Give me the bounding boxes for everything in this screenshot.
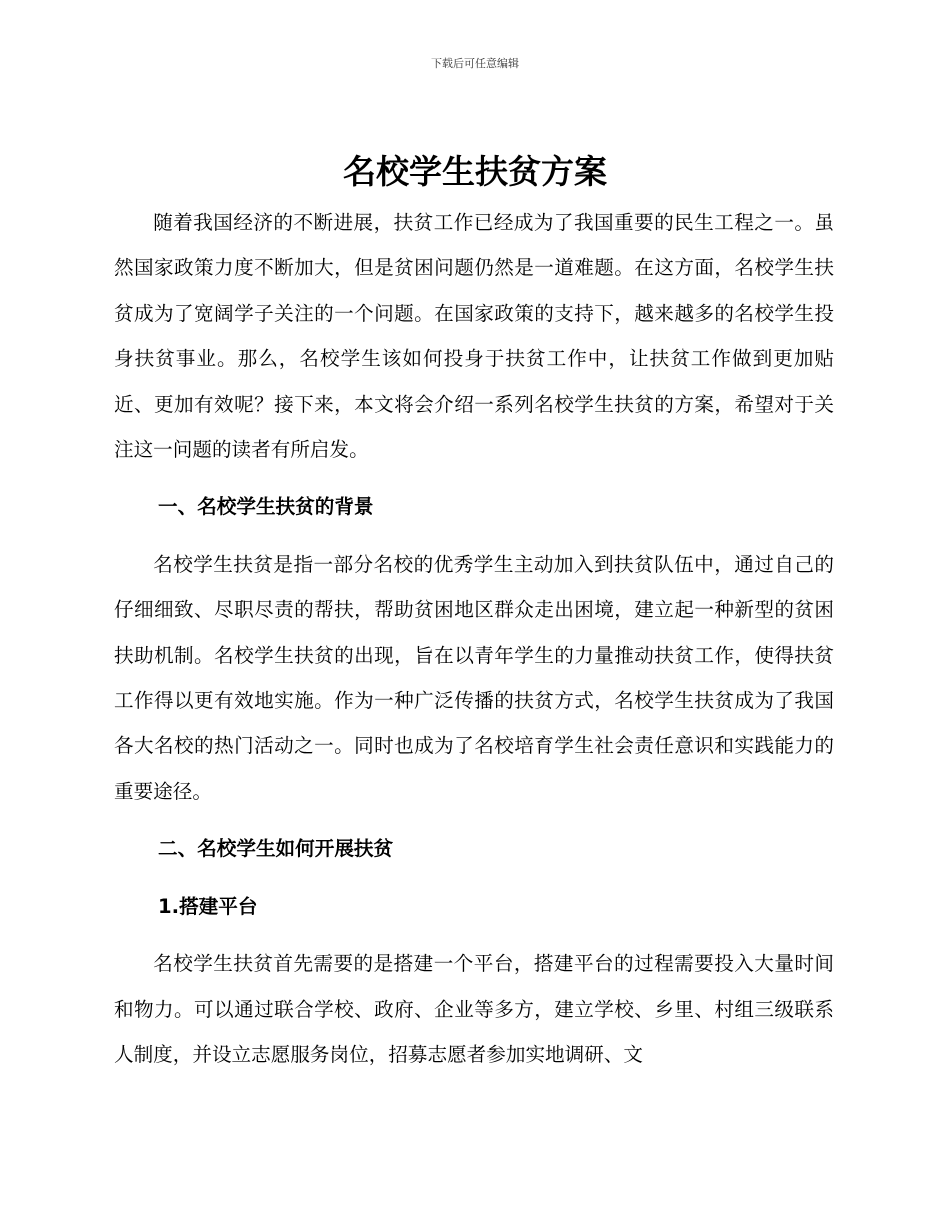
header-note: 下载后可任意编辑 [431,57,519,70]
section-heading-how-to: 二、名校学生如何开展扶贫 [158,837,394,861]
intro-paragraph: 随着我国经济的不断进展，扶贫工作已经成为了我国重要的民生工程之一。虽然国家政策力度不断加大，但是贫困问题仍然是一道难题。在这方面，名校学生扶贫成为了宽阔学子关注的一个问题。在国家政策的支持下，越来越多的名校学生投身扶贫事业。那么，名校学生该如何投身于扶贫工作中，让扶贫工作做到更加贴近、更加有效呢？接下来，本文将会介绍一系列名校学生扶贫的方案，希望对于关注这一问题的读者有所启发。 [114,211,834,462]
platform-paragraph: 名校学生扶贫首先需要的是搭建一个平台，搭建平台的过程需要投入大量时间和物力。可以通过联合学校、政府、企业等多方，建立学校、乡里、村组三级联系人制度，并设立志愿服务岗位，招募志愿者参加实地调研、文 [114,952,834,1066]
section-heading-background: 一、名校学生扶贫的背景 [158,495,374,519]
background-paragraph: 名校学生扶贫是指一部分名校的优秀学生主动加入到扶贫队伍中，通过自己的仔细细致、尽职尽责的帮扶，帮助贫困地区群众走出困境，建立起一种新型的贫困扶助机制。名校学生扶贫的出现，旨在以青年学生的力量推动扶贫工作，使得扶贫工作得以更有效地实施。作为一种广泛传播的扶贫方式，名校学生扶贫成为了我国各大名校的热门活动之一。同时也成为了名校培育学生社会责任意识和实践能力的重要途径。 [114,552,834,803]
subsection-heading-platform: 1.搭建平台 [158,894,258,918]
document-title: 名校学生扶贫方案 [343,152,607,191]
document-body [114,200,834,1077]
